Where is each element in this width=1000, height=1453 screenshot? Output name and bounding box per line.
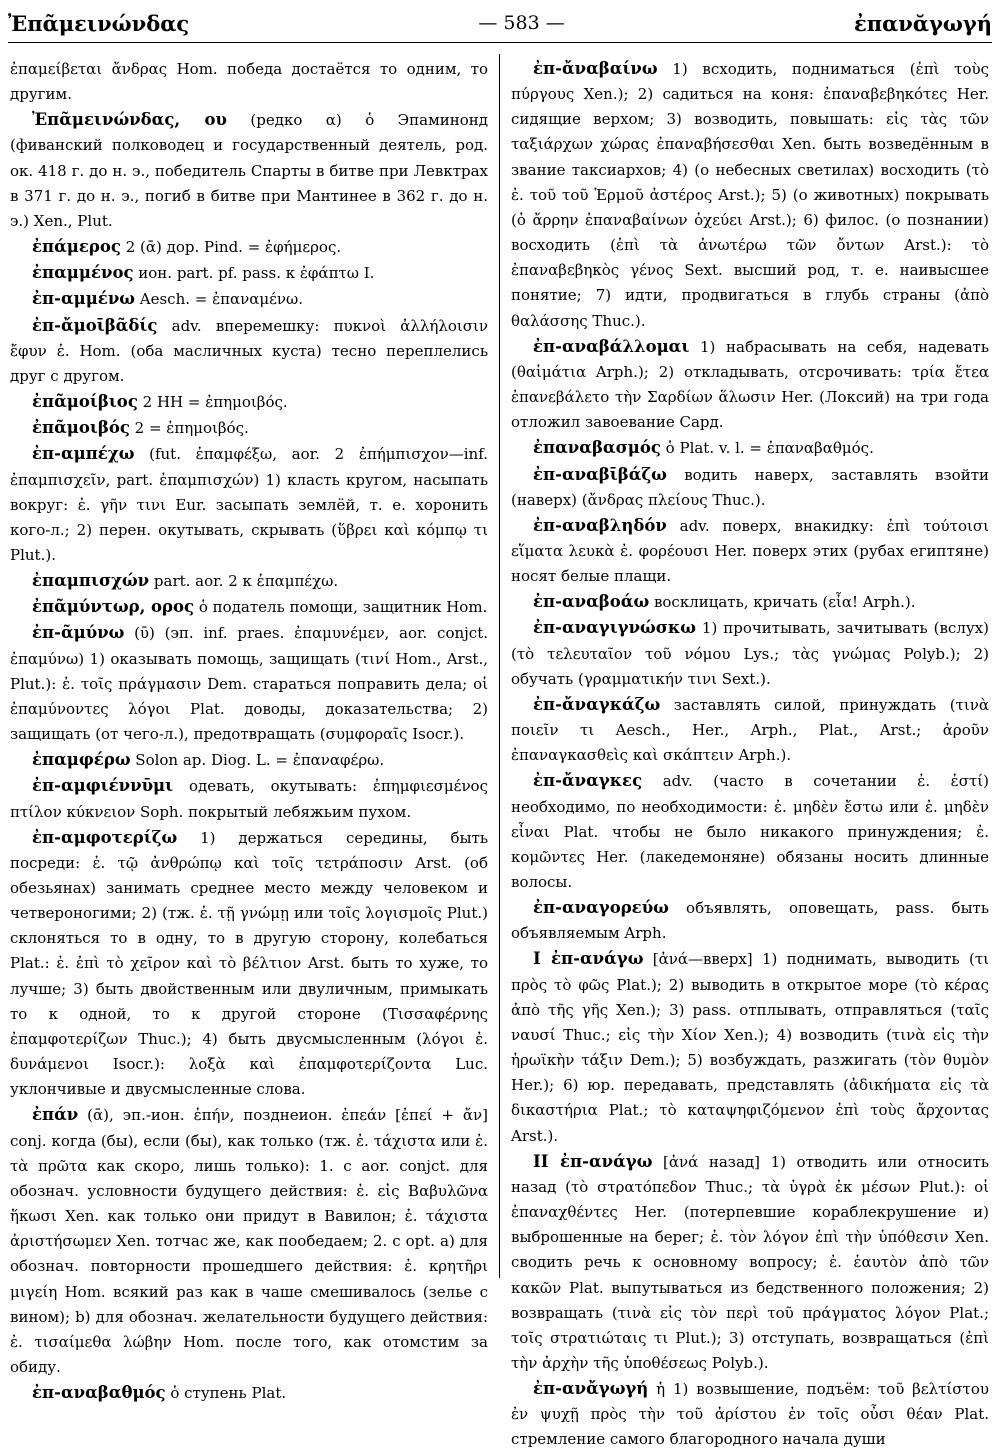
header-rule [8,42,992,43]
entry-lemma: ἐπ-αναβοάω [533,592,650,612]
entry-lemma: I ἐπ-ανάγω [533,949,644,969]
dictionary-entry: ἐπ-αμφιέννῡμι одевать, окутывать: ἐπημφιεσμένος πτίλον κύκνειον Soph. покрытый лебяжьим пухом. [10,776,488,821]
entry-lemma: ἐπ-αμπέχω [32,444,135,464]
dictionary-entry: ἐπᾶμύντωρ, ορος ὁ податель помощи, защитник Hom. [32,597,488,617]
dictionary-entry: II ἐπ-ανάγω [ἀνά назад] 1) отводить или относить назад (τὸ στρατόπεδον Thuc.; τὰ ὑγρὰ ἐκ μέσων Plut.): οἱ ἐπαναχθέντες Her. (потерпевшие кораблекрушение и) выброшенные на берег; ἐ. τὸν λόγον ἐπὶ τὴν ὑπόθεσιν Xen. сводить речь к основному вопросу; ἐ. ἑαυτὸν ἀπὸ τῶν κακῶν Plat. выпутываться из бедственного положения; 2) возвращать (τινὰ εἰς τὸν περὶ τοῦ πράγματος λόγον Plat.; τοῖς στρατιώταις τι Plut.); 3) отступать, возвращаться (ἐπὶ τὴν ἀρχὴν τῆς ὑποθέσεως Polyb.). [511,1151,989,1372]
dictionary-entry: I ἐπ-ανάγω [ἀνά—вверх] 1) поднимать, выводить (τι πρὸς τὸ φῶς Plat.); 2) выводить в открытое море (τὸ κέρας ἀπὸ τῆς γῆς Xen.); 3) pass. отплывать, отправляться (ταῖς ναυσί Thuc.; εἰς τὴν Χίον Xen.); 4) возводить (τινὰ εἰς τὴν ἡρωϊκὴν τάξιν Dem.); 5) возбуждать, разжигать (τὸν θυμὸν Her.); 6) юр. передавать, представлять (ἀδικήματα εἰς τὰ δικαστήρια Plat.; τὸ καταψηφιζόμενον ἐπὶ τοὺς ἄρχοντας Arst.). [511,949,989,1145]
dictionary-entry: ἐπαναβασμός ὁ Plat. v. l. = ἐπαναβαθμός. [533,438,874,458]
dictionary-entry: ἐπάν (ᾱ), эп.-ион. ἐπήν, позднеион. ἐπεάν [ἐπεί + ἄν] conj. когда (бы), если (бы), как только (тж. ἐ. τάχιστα или ἐ. τὰ πρῶτα как скоро, лишь только): 1. с aor. conjct. для обознач. условности будущего действия: ἐ. εἰς Βαβυλῶνα ἥκωσι Xen. как только они придут в Вавилон; ἐ. τάχιστα ἀριστήσωμεν Xen. тотчас же, как пообедаем; 2. с opt. а) для обознач. повторности прошедшего действия: ἐ. κρητῆρι μιγείη Hom. всякий раз как в чаше смешивалось (зелье с вином); b) для обознач. желательности будущего действия: ἐ. τισαίμεθα λώβην Hom. после того, как отомстим за обиду. [10,1105,488,1376]
entry-lemma: II ἐπ-ανάγω [533,1151,653,1171]
entry-lemma: ἐπ-ἄναγκάζω [533,694,661,714]
left-column [10,56,488,1403]
dictionary-entry: ἐπαμείβεται ἄνδρας Hom. победа достаётся то одним, то другим. [10,60,488,104]
column-divider [499,54,500,1278]
dictionary-entry: ἐπ-αναβάλλομαι 1) набрасывать на себя, надевать (θαἰμάτια Arph.); 2) откладывать, отсрочивать: τρία ἔτεα ἐπανεβάλετο τὴν Σαρδίων ἅλωσιν Her. (Локсий) на три года отложил завоевание Сард. [511,336,989,432]
dictionary-entry: ἐπαμπισχών part. aor. 2 к ἐπαμπέχω. [32,571,339,591]
entry-lemma: ἐπ-αναγιγνώσκω [533,618,696,638]
header-left-word: Ἐπᾶμεινώνδας [8,10,190,36]
entry-lemma: ἐπ-αναγορεύω [533,898,669,918]
entry-lemma: ἐπ-ἄναβαίνω [533,59,658,78]
entry-lemma: ἐπ-αναβαθμός [32,1383,166,1403]
entry-lemma: ἐπ-ᾶμύνω [32,623,125,643]
entry-lemma: ἐπ-ἄμοῑβᾶδίς [32,315,158,335]
entry-lemma: ἐπ-ανἄγωγή [533,1379,649,1399]
entry-lemma: ἐπ-αναβληδόν [533,515,667,535]
header-right-word: ἐπανᾰγωγή [853,10,992,36]
entry-lemma: Ἐπᾶμεινώνδας, ου [32,110,227,130]
dictionary-entry: Ἐπᾶμεινώνδας, ου (редко α) ὁ Эпаминонд (фиванский полководец и государственный деятель, род. ок. 418 г. до н. э., победитель Спарты в битве при Левктрах в 371 г. до н. э., погиб в битве при Мантинее в 362 г. до н. э.) Xen., Plut. [10,110,488,230]
entry-lemma: ἐπάμερος [32,237,121,257]
dictionary-entry: ἐπ-αναγιγνώσκω 1) прочитывать, зачитывать (вслух) (τὸ τελευταῖον τοῦ νόμου Lys.; τὰς γνώμας Polyb.); 2) обучать (γραμματικήν τινι Sext.). [511,618,989,688]
dictionary-entry: ἐπ-αναγορεύω объявлять, оповещать, pass. быть объявляемым Arph. [511,898,989,943]
dictionary-entry: ἐπ-αναβῑβάζω водить наверх, заставлять взойти (наверх) (ἄνδρας πλείους Thuc.). [511,464,989,509]
running-header [8,6,992,40]
dictionary-entry: ἐπ-ἄναγκες adv. (часто в сочетании ἐ. ἐστί) необходимо, по необходимости: ἐ. μηδὲν ἔστω или ἐ. μηδὲν εἶναι Plat. чтобы не было никакого принуждения; ἐ. κομῶντες Her. (лакедемоняне) обязаны носить длинные волосы. [511,771,989,891]
dictionary-entry: ἐπ-αναβληδόν adv. поверх, внакидку: ἐπὶ τούτοισι εἵματα λευκὰ ἐ. φορέουσι Her. поверх этих (рубах египтяне) носят белые плащи. [511,515,989,586]
entry-lemma: ἐπαμμένος [32,263,134,283]
dictionary-entry: ἐπαμμένος ион. part. pf. pass. к ἐφάπτω I. [32,263,375,283]
entry-lemma: ἐπ-ἄναγκες [533,771,643,791]
dictionary-entry: ἐπ-ανἄγωγή ἡ 1) возвышение, подъём: τοῦ βελτίστου ἐν ψυχῇ πρὸς τὴν τοῦ ἀρίστου ἐν τοῖς οὖσι θέαν Plat. стремление самого благородного начала души [511,1379,989,1449]
dictionary-entry: ἐπ-αναβοάω восклицать, кричать (εἶα! Arph.). [533,592,916,612]
entry-lemma: ἐπᾶμοίβιος [32,392,138,412]
entry-lemma: ἐπαμφέρω [32,750,131,770]
dictionary-entry: ἐπ-ἄναγκάζω заставлять силой, принуждать (τινὰ ποιεῖν τι Aesch., Her., Arph., Plat., Arst.; ἀροῦν ἐπαναγκασθεὶς καὶ σκάπτειν Arph.). [511,694,989,765]
dictionary-entry: ἐπ-αμπέχω (fut. ἐπαμφέξω, aor. 2 ἐπήμπισχον—inf. ἐπαμπισχεῖν, part. ἐπαμπισχών) 1) класть кругом, насыпать вокруг: ἐ. γῆν τινι Eur. засыпать землёй, т. е. хоронить кого-л.; 2) перен. окутывать, скрывать (ὕβρει καὶ κόμπῳ τι Plut.). [10,444,488,564]
entry-lemma: ἐπᾶμοιβός [32,418,130,438]
entry-lemma: ἐπ-αμμένω [32,289,135,309]
dictionary-entry: ἐπάμερος 2 (ᾱ) дор. Pind. = ἐφήμερος. [32,237,342,257]
entry-lemma: ἐπάν [32,1105,79,1125]
dictionary-entry: ἐπᾶμοίβιος 2 HH = ἐπημοιβός. [32,392,288,412]
page-number: — 583 — [478,12,565,34]
entry-lemma: ἐπαμπισχών [32,571,150,591]
dictionary-entry: ἐπαμφέρω Solon ap. Diog. L. = ἐπαναφέρω. [32,750,385,770]
dictionary-entry: ἐπ-ἄμοῑβᾶδίς adv. вперемешку: πυκνοὶ ἀλλήλοισιν ἔφυν ἐ. Hom. (оба масличных куста) тесно переплелись друг с другом. [10,315,488,385]
entry-lemma: ἐπ-αμφοτερίζω [32,827,178,847]
entry-lemma: ἐπ-αναβῑβάζω [533,464,667,484]
dictionary-entry: ἐπ-αμμένω Aesch. = ἐπαναμένω. [32,289,304,309]
entry-lemma: ἐπ-αναβάλλομαι [533,336,690,356]
dictionary-entry: ἐπ-αναβαθμός ὁ ступень Plat. [32,1383,287,1403]
entry-lemma: ἐπ-αμφιέννῡμι [32,776,174,796]
right-column [511,56,989,1449]
entry-lemma: ἐπᾶμύντωρ, ορος [32,597,195,617]
dictionary-entry: ἐπ-ἄναβαίνω 1) всходить, подниматься (ἐπὶ τοὺς πύργους Xen.); 2) садиться на коня: ἐπαναβεβηκότες Her. сидящие верхом; 3) возводить, повышать: εἰς τὰς τῶν ταξιάρχων χώρας ἐπαναβήσεσθαι Xen. быть возведённым в звание таксиархов; 4) (о небесных светилах) восходить (τὸ ἐ. τοῦ τοῦ Ἑρμοῦ ἀστέρος Arst.); 5) (о животных) покрывать (ὁ ἄρρην ἐπαναβαίνων ὀχεύει Arst.); 6) филос. (о познании) восходить (ἐπὶ τὰ ἀνωτέρω τῶν ὄντων Arst.): τὸ ἐπαναβεβηκὸς γένος Sext. высший род, т. е. наивысшее понятие; 7) идти, продвигаться в глубь страны (ἀπὸ θαλάσσης Thuc.). [511,59,989,330]
entry-lemma: ἐπαναβασμός [533,438,661,458]
dictionary-entry: ἐπᾶμοιβός 2 = ἐπημοιβός. [32,418,249,438]
dictionary-entry: ἐπ-αμφοτερίζω 1) держаться середины, быть посреди: ἐ. τῷ ἀνθρώπῳ καὶ τοῖς τετράποσιν Arst. (об обезьянах) занимать среднее место между человеком и четвероногими; 2) (тж. ἐ. τῇ γνώμῃ или τοῖς λογισμοῖς Plut.) склоняться то в одну, то в другую сторону, колебаться Plat.: ἐ. ἐπὶ τὸ χεῖρον καὶ τὸ βέλτιον Arst. быть то хуже, то лучше; 3) быть двойственным или двуличным, примыкать то к одной, то к другой стороне (Τισσαφέρνης ἐπαμφοτερίζων Thuc.); 4) быть двусмысленным (λόγοι ἐ. δυνάμενοι Isocr.): λοξὰ καὶ ἐπαμφοτερίζοντα Luc. уклончивые и двусмысленные слова. [10,827,488,1099]
dictionary-entry: ἐπ-ᾶμύνω (ῡ) (эп. inf. praes. ἐπαμυνέμεν, aor. conjct. ἐπαμύνω) 1) оказывать помощь, защищать (τινί Hom., Arst., Plut.): ἐ. τοῖς πράγμασιν Dem. стараться поправить дела; οἱ ἐπαμύνοντες λόγοι Plat. доводы, доказательства; 2) защищать (от чего-л.), предотвращать (συμφοραῖς Isocr.). [10,623,488,744]
